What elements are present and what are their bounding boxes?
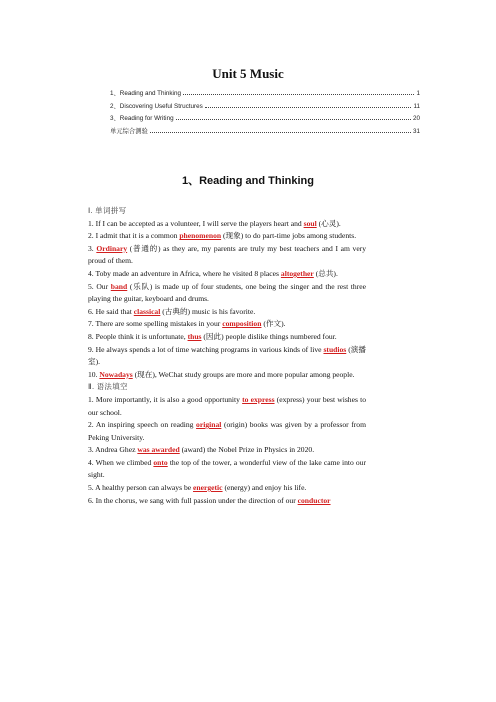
item-text: (express) your best wishes to our school. bbox=[88, 394, 366, 417]
exercise-item bbox=[88, 243, 366, 268]
answer-text: Nowadays bbox=[99, 369, 133, 379]
toc-entry-page: 11 bbox=[413, 102, 420, 110]
answer-text: was awarded bbox=[137, 445, 180, 455]
item-text: 4. Toby made an adventure in Africa, where he visited 8 places bbox=[88, 268, 281, 278]
exercise-item bbox=[88, 457, 366, 482]
toc-entry-label: 单元综合测验 bbox=[110, 127, 148, 135]
item-text: (演播室). bbox=[88, 344, 366, 367]
item-text: 3. Andrea Ghez bbox=[88, 445, 138, 455]
toc-entry-page: 1 bbox=[416, 90, 420, 97]
toc-leader-dots bbox=[205, 107, 412, 108]
toc-leader-dots bbox=[176, 119, 411, 120]
toc-leader-dots bbox=[150, 132, 411, 133]
item-text: (乐队) is made up of four students, one being the singer and the rest three playing the guitar, keyboard and drums. bbox=[88, 281, 366, 304]
exercise-item bbox=[88, 419, 366, 444]
item-text: (award) the Nobel Prize in Physics in 2020. bbox=[179, 445, 315, 455]
toc-entry[interactable] bbox=[110, 88, 420, 101]
answer-text: phenomenon bbox=[179, 231, 222, 241]
toc-entry-label: 1、Reading and Thinking bbox=[110, 90, 181, 97]
answer-text: Ordinary bbox=[96, 243, 128, 253]
exercise-item bbox=[88, 318, 366, 331]
answer-text: classical bbox=[133, 306, 161, 316]
table-of-contents bbox=[110, 88, 420, 138]
answer-text: thus bbox=[187, 331, 202, 341]
item-text: (现象) to do part-time jobs among students. bbox=[221, 231, 357, 241]
exercise-item bbox=[88, 444, 366, 457]
item-text: (总共). bbox=[313, 268, 338, 278]
item-text: (心灵). bbox=[316, 218, 341, 228]
item-text: 4. When we climbed bbox=[88, 457, 154, 467]
exercise-item bbox=[88, 394, 366, 419]
item-text: (origin) books was given by a professor from Peking University. bbox=[88, 420, 366, 442]
toc-entry[interactable] bbox=[110, 113, 420, 126]
toc-leader-dots bbox=[183, 94, 415, 95]
item-text: 9. He always spends a lot of time watching programs in various kinds of live bbox=[88, 344, 324, 354]
answer-text: energetic bbox=[193, 483, 223, 493]
item-text: (因此) people dislike things numbered four. bbox=[201, 331, 337, 341]
toc-entry[interactable] bbox=[110, 126, 420, 139]
toc-entry-page: 20 bbox=[412, 115, 420, 122]
toc-entry-label: 2、Discovering Useful Structures bbox=[110, 102, 203, 110]
answer-text: band bbox=[110, 281, 128, 291]
item-text: 3. bbox=[88, 243, 97, 253]
item-text: 8. People think it is unfortunate, bbox=[88, 331, 188, 341]
exercise-item bbox=[88, 344, 366, 369]
answer-text: composition bbox=[222, 319, 262, 329]
item-text: 1. If I can be accepted as a volunteer, I will serve the players heart and bbox=[88, 218, 304, 228]
exercise-item bbox=[88, 482, 366, 495]
answer-text: altogether bbox=[280, 268, 314, 278]
item-text: 2. I admit that it is a common bbox=[88, 231, 180, 241]
item-text: 1. More importantly, it is also a good opportunity bbox=[88, 394, 243, 404]
answer-text: to express bbox=[242, 394, 275, 404]
answer-text: original bbox=[196, 420, 222, 430]
toc-entry-page: 31 bbox=[412, 127, 420, 135]
part-heading: Ⅱ. 语法填空 bbox=[88, 382, 128, 392]
toc-entry[interactable] bbox=[110, 101, 420, 114]
item-text: (普通的) as they are, my parents are truly my best teachers and I am very proud of them. bbox=[88, 243, 367, 266]
part-heading: Ⅰ. 单词拼写 bbox=[88, 206, 127, 215]
toc-entry-label: 3、Reading for Writing bbox=[110, 115, 174, 122]
item-text: 10. bbox=[88, 369, 100, 379]
item-text: (现在), WeChat study groups are more and more popular among people. bbox=[132, 369, 355, 379]
item-text: 6. In the chorus, we sang with full passion under the direction of our bbox=[88, 495, 298, 505]
item-text: 2. An inspiring speech on reading bbox=[88, 420, 197, 430]
answer-text: studios bbox=[323, 344, 347, 354]
item-text: the top of the tower, a wonderful view of the lake came into our sight. bbox=[88, 457, 366, 480]
exercise-item bbox=[88, 331, 366, 344]
item-text: (作文). bbox=[261, 319, 286, 329]
exercise-item bbox=[88, 218, 366, 231]
exercise-item bbox=[88, 495, 366, 508]
item-text: 5. Our bbox=[88, 281, 111, 291]
exercise-item bbox=[88, 230, 366, 243]
exercise-item bbox=[88, 369, 366, 382]
answer-text: onto bbox=[153, 457, 168, 467]
item-text: 5. A healthy person can always be bbox=[88, 483, 194, 493]
item-text: 7. There are some spelling mistakes in your bbox=[88, 319, 223, 329]
item-text: (energy) and enjoy his life. bbox=[222, 483, 307, 493]
exercise-item bbox=[88, 306, 366, 319]
item-text: 6. He said that bbox=[88, 306, 134, 316]
document-title: Unit 5 Music bbox=[212, 66, 284, 81]
item-text: (古典的) music is his favorite. bbox=[160, 306, 256, 316]
section-title: 1、Reading and Thinking bbox=[181, 175, 314, 187]
answer-text: soul bbox=[303, 218, 317, 228]
exercise-body bbox=[88, 205, 366, 507]
answer-text: conductor bbox=[297, 495, 331, 505]
exercise-item bbox=[88, 268, 366, 281]
exercise-item bbox=[88, 281, 366, 306]
